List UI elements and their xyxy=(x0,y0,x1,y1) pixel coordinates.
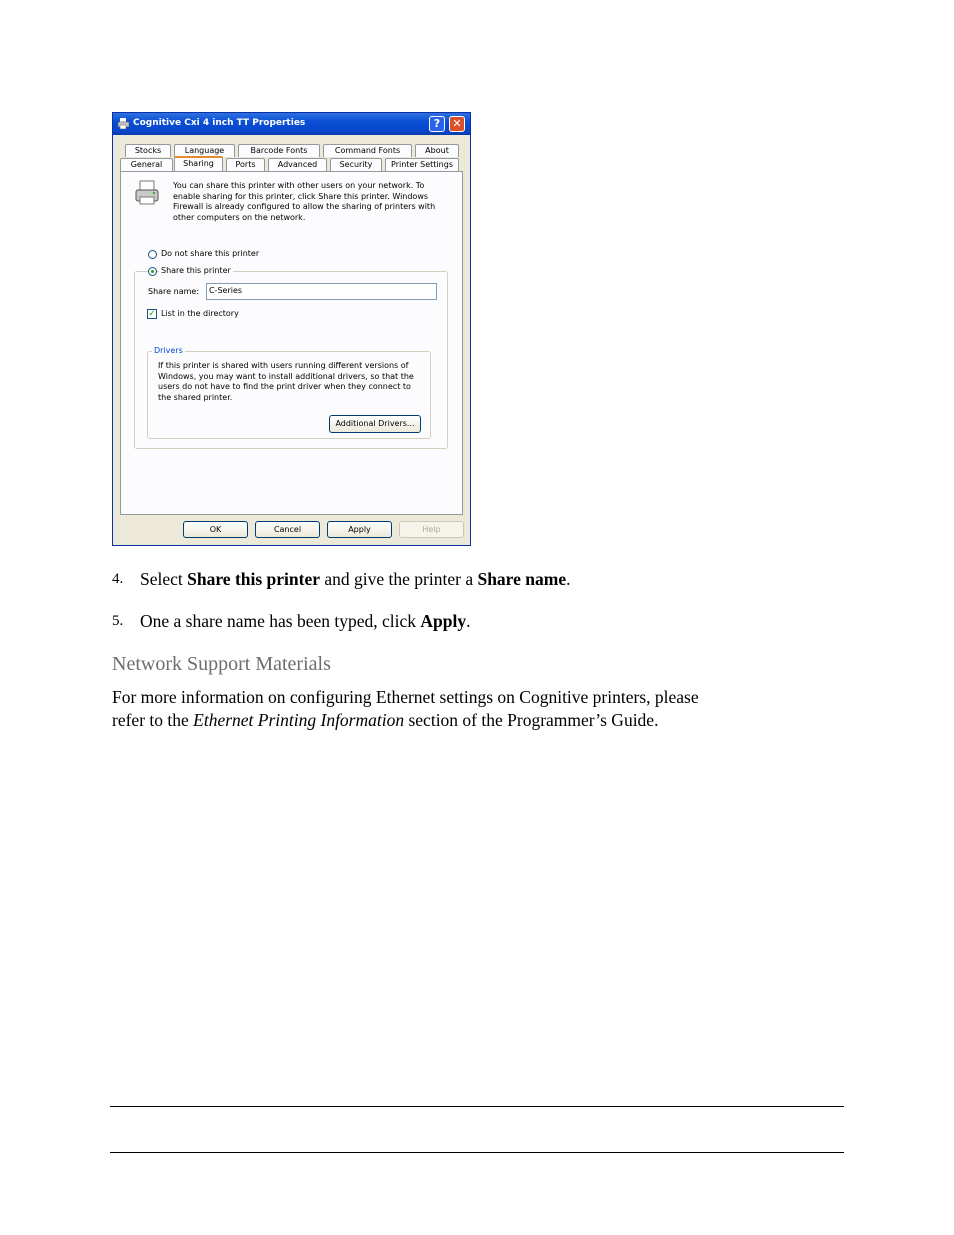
additional-drivers-button[interactable]: Additional Drivers... xyxy=(329,415,421,433)
printer-share-icon xyxy=(134,179,162,209)
radio-share-this-printer[interactable] xyxy=(148,267,157,276)
dialog-title: Cognitive Cxi 4 inch TT Properties xyxy=(133,118,306,128)
tab-about[interactable]: About xyxy=(415,144,459,157)
intro-line-1: You can share this printer with other users on your network. To xyxy=(173,181,425,190)
list-in-directory-checkbox[interactable]: ✓ xyxy=(148,309,156,319)
share-name-label: Share name: xyxy=(148,287,200,296)
step-4-number: 4. xyxy=(112,571,124,587)
ok-button[interactable]: OK xyxy=(183,521,248,538)
tab-stocks[interactable]: Stocks xyxy=(125,144,171,157)
dialog-title-bar[interactable] xyxy=(113,113,470,135)
step-5-part-3: . xyxy=(466,611,471,631)
step-5-number: 5. xyxy=(112,613,124,629)
section-line-2-after: section of the Programmer’s Guide. xyxy=(404,710,659,730)
list-in-directory-label: List in the directory xyxy=(161,309,239,318)
intro-line-4: other computers on the network. xyxy=(173,212,306,222)
step-5-apply: Apply xyxy=(420,611,467,631)
radio-do-not-share-label: Do not share this printer xyxy=(161,249,260,258)
section-paragraph-line-2 xyxy=(112,709,658,731)
tab-advanced[interactable]: Advanced xyxy=(268,158,327,171)
step-4-part-1: Select xyxy=(140,569,188,589)
tab-ports[interactable]: Ports xyxy=(226,158,265,171)
tab-command-fonts[interactable]: Command Fonts xyxy=(323,144,412,157)
cancel-button[interactable]: Cancel xyxy=(255,521,320,538)
drivers-line-3: users do not have to find the print driver when they connect to xyxy=(158,382,411,391)
section-heading: Network Support Materials xyxy=(112,653,331,675)
share-name-input[interactable]: C-Series xyxy=(206,283,437,300)
step-4-share-name: Share name xyxy=(477,569,567,589)
tab-printer-settings[interactable]: Printer Settings xyxy=(385,158,459,171)
sharing-tab-page xyxy=(120,171,463,515)
section-line-2-before: refer to the xyxy=(112,710,194,730)
drivers-line-4: the shared printer. xyxy=(158,392,233,402)
step-4-text xyxy=(140,568,570,590)
step-4-part-3: and give the printer a xyxy=(320,569,478,589)
tab-general[interactable]: General xyxy=(120,158,173,171)
step-4-share-this-printer: Share this printer xyxy=(187,569,321,589)
apply-button[interactable]: Apply xyxy=(327,521,392,538)
tab-barcode-fonts[interactable]: Barcode Fonts xyxy=(238,144,320,157)
tab-language[interactable]: Language xyxy=(174,144,235,157)
step-5-part-1: One a share name has been typed, click xyxy=(140,611,421,631)
radio-do-not-share[interactable] xyxy=(148,250,157,259)
section-line-2-italic: Ethernet Printing Information xyxy=(193,710,405,730)
tab-security[interactable]: Security xyxy=(330,158,382,171)
intro-line-2: enable sharing for this printer, click Share this printer. Windows xyxy=(173,191,429,201)
intro-line-3: Firewall is already configured to allow the sharing of printers with xyxy=(173,202,436,211)
printer-properties-dialog xyxy=(112,112,471,546)
tab-sharing[interactable]: Sharing xyxy=(174,156,223,171)
step-4-part-5: . xyxy=(566,569,571,589)
drivers-legend: Drivers xyxy=(154,346,183,355)
printer-icon xyxy=(118,118,129,129)
footer-rule-bottom xyxy=(110,1152,844,1153)
title-close-button[interactable]: ✕ xyxy=(449,116,465,132)
step-5-text xyxy=(140,610,470,632)
title-help-button[interactable]: ? xyxy=(429,116,445,132)
footer-rule-top xyxy=(110,1106,844,1107)
drivers-line-1: If this printer is shared with users running different versions of xyxy=(158,361,409,370)
drivers-line-2: Windows, you may want to install additional drivers, so that the xyxy=(158,371,414,381)
radio-share-label: Share this printer xyxy=(161,266,231,275)
help-button[interactable]: Help xyxy=(399,521,464,538)
section-paragraph-line-1: For more information on configuring Ethernet settings on Cognitive printers, please xyxy=(112,687,699,707)
